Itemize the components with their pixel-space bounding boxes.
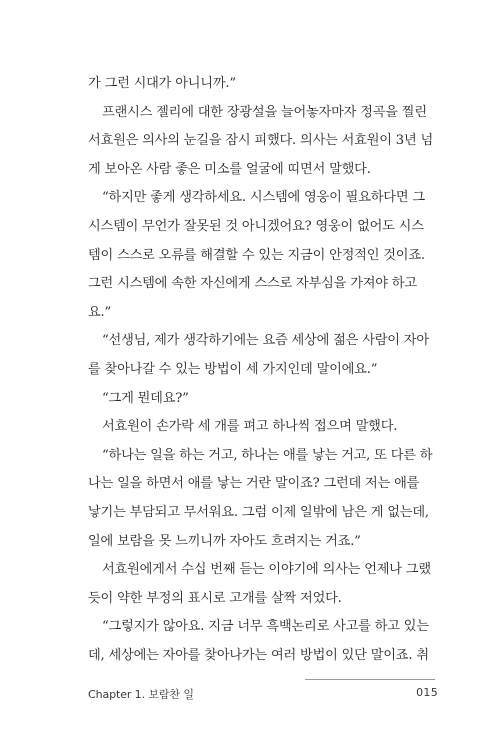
text-line-19: 듯이 약한 부정의 표시로 고개를 살짝 저었다. (88, 590, 342, 606)
text-line-12: “그게 뭔데요?” (102, 390, 189, 406)
page-body (88, 70, 434, 670)
text-line-11: 를 찾아나갈 수 있는 방법이 세 가지인데 말이에요.” (88, 361, 378, 377)
text-line-13: 서효원이 손가락 세 개를 펴고 하나씩 접으며 말했다. (102, 419, 398, 435)
text-line-7: 템이 스스로 오류를 해결할 수 있는 지금이 안정적인 것이죠. (88, 247, 425, 263)
page-footer (88, 684, 438, 704)
text-line-9: 요.” (88, 304, 112, 320)
footer-rule (305, 679, 435, 680)
text-line-16: 낳기는 부담되고 무서워요. 그럼 이제 일밖에 남은 게 없는데, (88, 504, 429, 520)
text-line-15: 나는 일을 하면서 애를 낳는 거란 말이죠? 그런데 저는 애를 (88, 476, 420, 492)
text-line-14: “하나는 일을 하는 거고, 하나는 애를 낳는 거고, 또 다른 하 (102, 447, 433, 463)
text-line-4: 게 보아온 사람 좋은 미소를 얼굴에 띠면서 말했다. (88, 161, 371, 177)
running-head: Chapter 1. 보람찬 일 (88, 688, 194, 701)
text-line-21: 데, 세상에는 자아를 찾아나가는 여러 방법이 있단 말이죠. 취 (88, 647, 429, 663)
text-line-17: 일에 보람을 못 느끼니까 자아도 흐려지는 거죠.” (88, 533, 361, 549)
text-line-5: “하지만 좋게 생각하세요. 시스템에 영웅이 필요하다면 그 (102, 190, 425, 206)
text-line-18: 서효원에게서 수십 번째 듣는 이야기에 의사는 언제나 그랬 (102, 562, 431, 578)
text-line-3: 서효원은 의사의 눈길을 잠시 피했다. 의사는 서효원이 3년 넘 (88, 133, 434, 149)
text-line-2: 프랜시스 젤리에 대한 장광설을 늘어놓자마자 정곡을 찔린 (102, 104, 427, 120)
text-line-8: 그런 시스템에 속한 자신에게 스스로 자부심을 가져야 하고 (88, 276, 417, 292)
text-line-1: 가 그런 시대가 아니니까.” (88, 76, 236, 91)
text-line-20: “그렇지가 않아요. 지금 너무 흑백논리로 사고를 하고 있는 (102, 619, 429, 635)
text-line-6: 시스템이 무언가 잘못된 것 아니겠어요? 영웅이 없어도 시스 (88, 218, 424, 234)
text-line-10: “선생님, 제가 생각하기에는 요즘 세상에 젊은 사람이 자아 (102, 333, 429, 349)
page-number: 015 (416, 686, 438, 699)
